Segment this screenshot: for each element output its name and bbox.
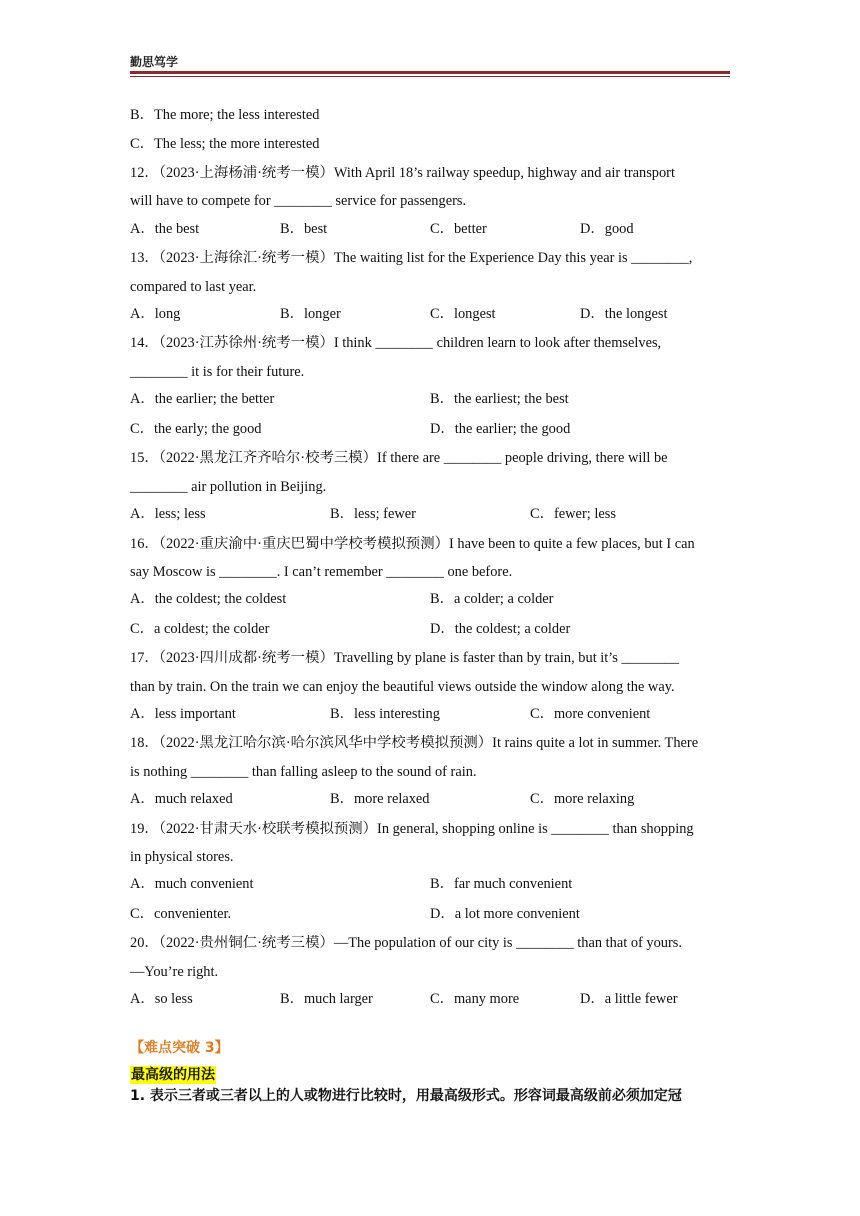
question-stem: 16．（2022·重庆渝中·重庆巴蜀中学校考模拟预测）I have been to quite a few places, but I can <box>130 536 695 552</box>
question-stem-cont: than by train. On the train we can enjoy the beautiful views outside the window along the way. <box>130 679 675 695</box>
option-d: D．the coldest; a colder <box>430 621 571 637</box>
header-title: 勤思笃学 <box>130 55 179 69</box>
question-stem-cont: is nothing ________ than falling asleep to the sound of rain. <box>130 764 477 780</box>
option-a: A．less; less <box>130 506 206 522</box>
option-a: A．so less <box>130 991 193 1007</box>
question-stem-cont: ________ air pollution in Beijing. <box>130 479 327 495</box>
option-c-prev: C．The less; the more interested <box>130 136 320 152</box>
question-stem: 19．（2022·甘肃天水·校联考模拟预测）In general, shopping online is ________ than shopping <box>130 821 694 837</box>
option-a: A．the best <box>130 221 200 237</box>
question-stem: 14．（2023·江苏徐州·统考一模）I think ________ children learn to look after themselves, <box>130 335 662 351</box>
option-d: D．a little fewer <box>580 991 678 1007</box>
option-b: B．more relaxed <box>330 791 430 807</box>
option-b: B．longer <box>280 306 341 322</box>
question-stem-cont: —You’re right. <box>130 964 219 980</box>
option-c: C．better <box>430 221 487 237</box>
section-tag: 【难点突破 3】 <box>130 1040 229 1056</box>
option-b: B．a colder; a colder <box>430 591 554 607</box>
option-b: B．less; fewer <box>330 506 416 522</box>
option-d: D．the longest <box>580 306 668 322</box>
question-stem: 12．（2023·上海杨浦·统考一模）With April 18’s railway speedup, highway and air transport <box>130 165 675 181</box>
option-b: B．the earliest; the best <box>430 391 569 407</box>
option-b: B．less interesting <box>330 706 440 722</box>
option-c: C．longest <box>430 306 496 322</box>
question-stem: 17．（2023·四川成都·统考一模）Travelling by plane is faster than by train, but it’s ________ <box>130 650 680 666</box>
option-c: C．a coldest; the colder <box>130 621 270 637</box>
option-a: A．the earlier; the better <box>130 391 275 407</box>
option-a: A．long <box>130 306 181 322</box>
option-a: A．much convenient <box>130 876 254 892</box>
option-c: C．more convenient <box>530 706 651 722</box>
question-stem: 15．（2022·黑龙江齐齐哈尔·校考三模）If there are ________ people driving, there will be <box>130 450 668 466</box>
option-c: C．many more <box>430 991 520 1007</box>
option-c: C．the early; the good <box>130 421 262 437</box>
option-a: A．much relaxed <box>130 791 233 807</box>
question-stem: 20．（2022·贵州铜仁·统考三模）—The population of our city is ________ than that of yours. <box>130 935 682 951</box>
section-rule-text: 1. 表示三者或三者以上的人或物进行比较时，用最高级形式。形容词最高级前必须加定冠 <box>130 1088 682 1104</box>
option-d: D．good <box>580 221 634 237</box>
header-rule-thin <box>130 76 730 77</box>
option-c: C．convenienter. <box>130 906 232 922</box>
option-c: C．more relaxing <box>530 791 635 807</box>
question-stem-cont: ________ it is for their future. <box>130 364 305 380</box>
question-stem-cont: compared to last year. <box>130 279 257 295</box>
question-stem: 18．（2022·黑龙江哈尔滨·哈尔滨风华中学校考模拟预测）It rains quite a lot in summer. There <box>130 735 699 751</box>
option-b: B．far much convenient <box>430 876 573 892</box>
header-rule-thick <box>130 71 730 74</box>
option-b: B．much larger <box>280 991 373 1007</box>
question-stem-cont: in physical stores. <box>130 849 234 865</box>
option-d: D．a lot more convenient <box>430 906 580 922</box>
option-c: C．fewer; less <box>530 506 616 522</box>
option-b-prev: B．The more; the less interested <box>130 107 320 123</box>
option-a: A．less important <box>130 706 236 722</box>
option-d: D．the earlier; the good <box>430 421 571 437</box>
option-b: B．best <box>280 221 328 237</box>
option-a: A．the coldest; the coldest <box>130 591 287 607</box>
question-stem: 13．（2023·上海徐汇·统考一模）The waiting list for the Experience Day this year is ________, <box>130 250 693 266</box>
question-stem-cont: say Moscow is ________. I can’t remember ________ one before. <box>130 564 513 580</box>
section-heading: 最高级的用法 <box>131 1067 215 1083</box>
question-stem-cont: will have to compete for ________ service for passengers. <box>130 193 467 209</box>
